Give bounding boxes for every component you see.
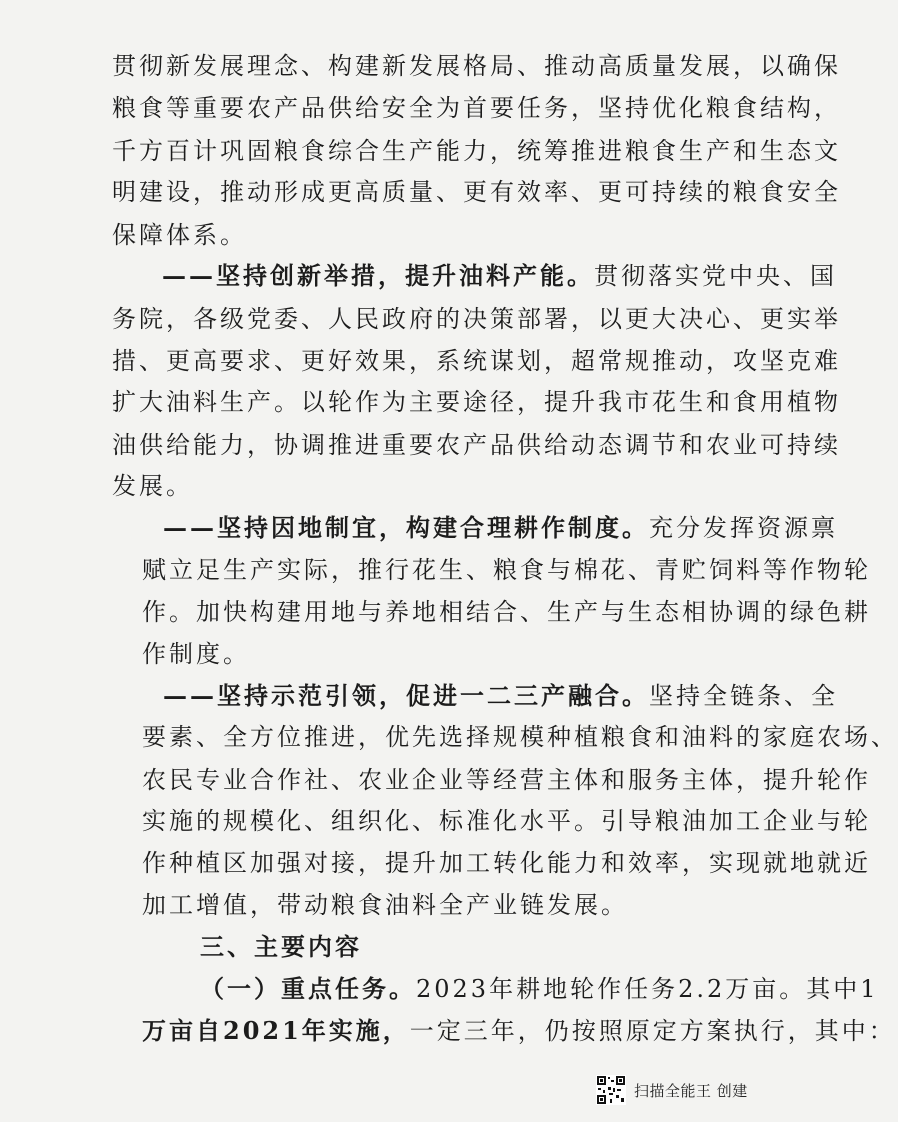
line-text: 一定三年，仍按照原定方案执行，其中： [409, 1017, 896, 1045]
line-text: 作种植区加强对接，提升加工转化能力和效率，实现就地就近 [142, 849, 871, 877]
line-text: 明建设，推动形成更高质量、更有效率、更可持续的粮食安全 [112, 178, 841, 206]
line-text: 措、更高要求、更好效果，系统谋划，超常规推动，攻坚克难 [112, 347, 841, 375]
line-3 [112, 176, 841, 208]
line-text: 粮食等重要农产品供给安全为首要任务，坚持优化粮食结构， [112, 94, 841, 122]
line-heading: ——坚持创新举措，提升油料产能。 [162, 261, 594, 290]
line-text: 作制度。 [142, 640, 250, 668]
line-17 [142, 764, 871, 796]
line-11 [163, 512, 838, 544]
line-6 [112, 303, 841, 335]
section-heading: 三、主要内容 [200, 932, 362, 961]
line-text: 发展。 [112, 472, 193, 500]
line-heading: 万亩自2021年实施， [142, 1016, 410, 1045]
line-text: 坚持全链条、全 [649, 682, 838, 710]
line-text: 保障体系。 [112, 221, 247, 249]
line-text: 贯彻新发展理念、构建新发展格局、推动高质量发展，以确保 [112, 52, 841, 80]
line-text: 2023年耕地轮作任务2.2万亩。其中1 [416, 975, 879, 1003]
line-text: 务院，各级党委、人民政府的决策部署，以更大决心、更实举 [112, 305, 841, 333]
line-15 [163, 680, 838, 712]
line-heading: （一）重点任务。 [200, 974, 416, 1003]
line-23 [142, 1015, 896, 1047]
line-0 [112, 50, 841, 82]
line-1 [112, 92, 841, 124]
line-4 [112, 219, 247, 251]
line-13 [142, 596, 871, 628]
line-text: 贯彻落实党中央、国 [594, 262, 837, 290]
line-text: 农民专业合作社、农业企业等经营主体和服务主体，提升轮作 [142, 766, 871, 794]
line-text: 油供给能力，协调推进重要农产品供给动态调节和农业可持续 [112, 431, 841, 459]
line-16 [142, 721, 898, 753]
line-text: 加工增值，带动粮食油料全产业链发展。 [142, 891, 628, 919]
line-20 [142, 889, 628, 921]
line-14 [142, 638, 250, 670]
line-text: 充分发挥资源禀 [649, 514, 838, 542]
line-text: 千方百计巩固粮食综合生产能力，统筹推进粮食生产和生态文 [112, 137, 841, 165]
line-21 [200, 931, 362, 963]
line-7 [112, 345, 841, 377]
line-18 [142, 805, 871, 837]
line-8 [112, 386, 841, 418]
line-10 [112, 470, 193, 502]
watermark-text: 扫描全能王 创建 [634, 1081, 748, 1100]
line-text: 要素、全方位推进，优先选择规模种植粮食和油料的家庭农场、 [142, 723, 898, 751]
line-2 [112, 135, 841, 167]
line-text: 作。加快构建用地与养地相结合、生产与生态相协调的绿色耕 [142, 598, 871, 626]
line-heading: ——坚持因地制宜，构建合理耕作制度。 [163, 513, 649, 542]
line-5 [162, 260, 837, 292]
line-12 [142, 554, 871, 586]
line-heading: ——坚持示范引领，促进一二三产融合。 [163, 681, 649, 710]
qr-code-icon [596, 1075, 626, 1105]
line-text: 扩大油料生产。以轮作为主要途径，提升我市花生和食用植物 [112, 388, 841, 416]
line-9 [112, 429, 841, 461]
line-text: 赋立足生产实际，推行花生、粮食与棉花、青贮饲料等作物轮 [142, 556, 871, 584]
line-19 [142, 847, 871, 879]
line-22 [200, 973, 879, 1005]
scanner-watermark [596, 1070, 748, 1110]
line-text: 实施的规模化、组织化、标准化水平。引导粮油加工企业与轮 [142, 807, 871, 835]
